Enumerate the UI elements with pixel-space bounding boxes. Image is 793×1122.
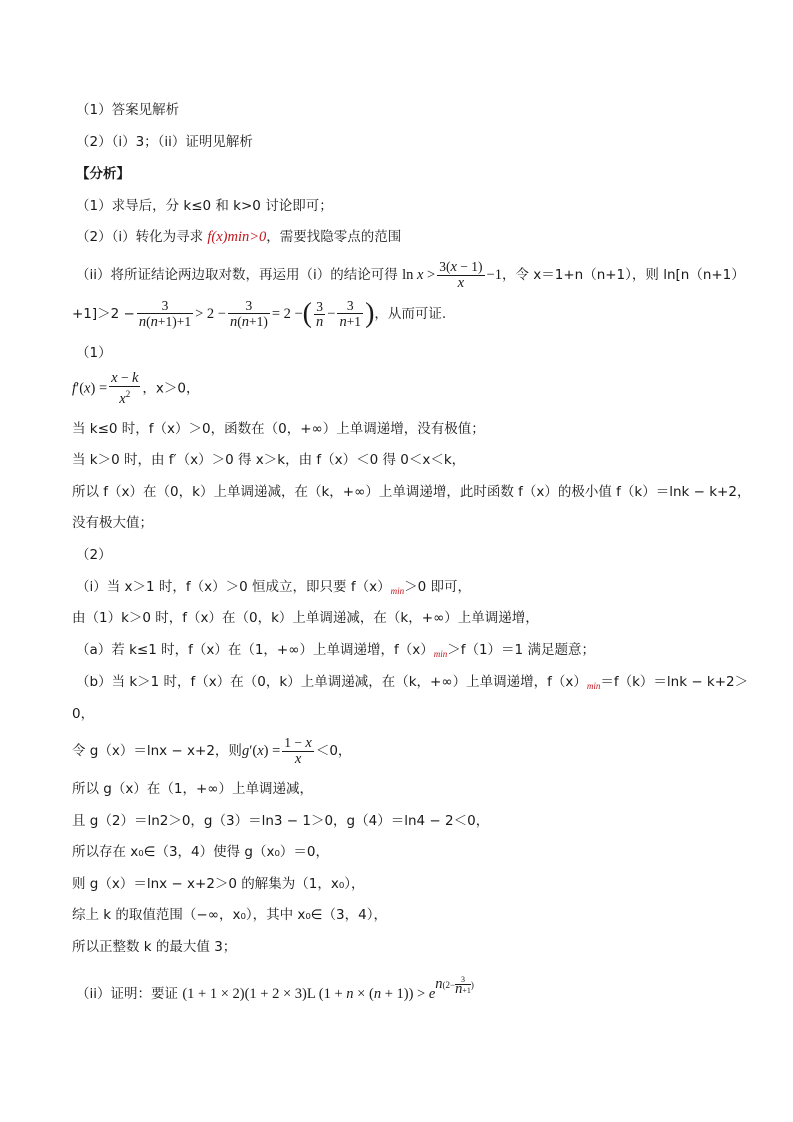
d6-post: ＜0，: [315, 743, 352, 759]
part2-d6: 令 g（x）＝lnx − x+2，则g′(x) = $\frac{1 - x}{x}$ ＜0，: [72, 735, 352, 767]
p3-pre: （ii）将所证结论两边取对数，再运用（i）的结论可得: [76, 267, 398, 283]
p2-pre: （2）（i）转化为寻求: [76, 229, 208, 245]
p3-formula: ln x >: [402, 267, 436, 283]
part2-d3: [76, 641, 595, 663]
analysis-p1: （1）求导后，分 k≤0 和 k>0 讨论即可；: [76, 198, 333, 214]
part2-d1: [76, 578, 471, 600]
solution-part1-label: （1）: [76, 345, 112, 361]
derivative-line: f′(x) = $\frac{x - k}{x^2}$ ，x＞0，: [72, 370, 200, 407]
p4-frac-b: $\frac{3}{n(n+1)}$: [229, 298, 268, 330]
part2-d5: 0，: [72, 706, 95, 722]
e1-pre: （ii）证明：要证: [76, 986, 179, 1002]
p4-pre: +1]＞2 −: [72, 306, 135, 322]
d6-pre: 令 g（x）＝lnx − x+2，则: [72, 743, 242, 759]
d4-post: ＝f（k）＝lnk − k+2＞: [600, 674, 749, 690]
solution-part2-label: （2）: [76, 547, 112, 563]
d1-sub: min: [390, 586, 405, 596]
analysis-header: 【分析】: [76, 166, 130, 182]
case-4: 没有极大值；: [72, 515, 153, 531]
part2-d12: 所以正整数 k 的最大值 3；: [72, 939, 237, 955]
p3-fraction: $\frac{3(x - 1)}{x}$: [439, 259, 483, 291]
d1-text: （i）当 x＞1 时，f（x）＞0 恒成立，即只要 f（x）: [76, 579, 391, 595]
d1-post: ＞0 即可，: [404, 579, 471, 595]
part2-d4: [76, 673, 748, 695]
analysis-p2: [76, 228, 401, 246]
d4-pre: （b）当 k＞1 时，f（x）在（0，k）上单调递减，在（k，+∞）上单调递增，f（x）: [76, 674, 587, 690]
part2-d8: 且 g（2）＝ln2＞0，g（3）＝ln3 − 1＞0，g（4）＝ln4 − 2＜0，: [72, 813, 490, 829]
part2-d10: 则 g（x）＝lnx − x+2＞0 的解集为（1，x₀），: [72, 876, 365, 892]
derivative-fraction: $\frac{x - k}{x^2}$: [111, 370, 139, 407]
p2-math: f(x)min>0: [207, 229, 267, 245]
g-derivative-fraction: $\frac{1 - x}{x}$: [284, 735, 312, 767]
part2-d11: 综上 k 的取值范围（−∞，x₀），其中 x₀∈（3，4），: [72, 907, 387, 923]
part2-d2: 由（1）k＞0 时，f（x）在（0，k）上单调递减，在（k，+∞）上单调递增，: [72, 610, 539, 626]
p4-frac-a: $\frac{3}{n(n+1)+1}$: [138, 298, 192, 330]
case-3: 所以 f（x）在（0，k）上单调递减，在（k，+∞）上单调递增，此时函数 f（x）的极小值 f（k）＝lnk − k+2，: [72, 484, 751, 500]
d3-sub: min: [433, 649, 448, 659]
p2-post: ，需要找隐零点的范围: [266, 229, 402, 245]
part2-d7: 所以 g（x）在（1，+∞）上单调递减，: [72, 781, 313, 797]
case-2: 当 k＞0 时，由 f′（x）＞0 得 x＞k，由 f（x）＜0 得 0＜x＜k，: [72, 452, 466, 468]
part2-d9: 所以存在 x₀∈（3，4）使得 g（x₀）＝0，: [72, 844, 329, 860]
answer-1: （1）答案见解析: [76, 102, 180, 118]
deriv-post: ，x＞0，: [142, 380, 200, 397]
p3-mid: ，令 x＝1+n（n+1），则 ln[n（n+1）: [501, 267, 745, 283]
d3-post: ＞f（1）＝1 满足题意；: [447, 642, 595, 658]
answer-2: （2）（i）3；（ii）证明见解析: [76, 134, 253, 150]
d4-sub: min: [586, 681, 601, 691]
p4-frac-c: $\frac{3}{n}$: [316, 298, 324, 330]
p4-post: ，从而可证.: [374, 306, 447, 322]
part2-e1: [76, 966, 474, 1012]
case-1: 当 k≤0 时，f（x）＞0，函数在（0，+∞）上单调递增，没有极值；: [72, 421, 485, 437]
product-formula: (1 + 1 × 2)(1 + 2 × 3)L $(1 + n \times (n + 1)) > e^{n(2- \frac{3}{n+1} )}$: [182, 975, 474, 1002]
analysis-p3: （ii）将所证结论两边取对数，再运用（i）的结论可得 ln x > $\frac{3(x - 1)}{x}$ −1，令 x＝1+n（n+1），则 ln[n（n+1）: [76, 259, 745, 291]
analysis-p4: +1]＞2 − $\frac{3}{n(n+1)+1}$ > 2 − $\frac{3}{n(n+1)}$ = 2 −( $\frac{3}{n}$ − $\frac{3}{n+1}$ )，从而可证.: [72, 298, 447, 330]
p4-frac-d: $\frac{3}{n+1}$: [339, 298, 362, 330]
d3-pre: （a）若 k≤1 时，f（x）在（1，+∞）上单调递增，f（x）: [76, 642, 434, 658]
